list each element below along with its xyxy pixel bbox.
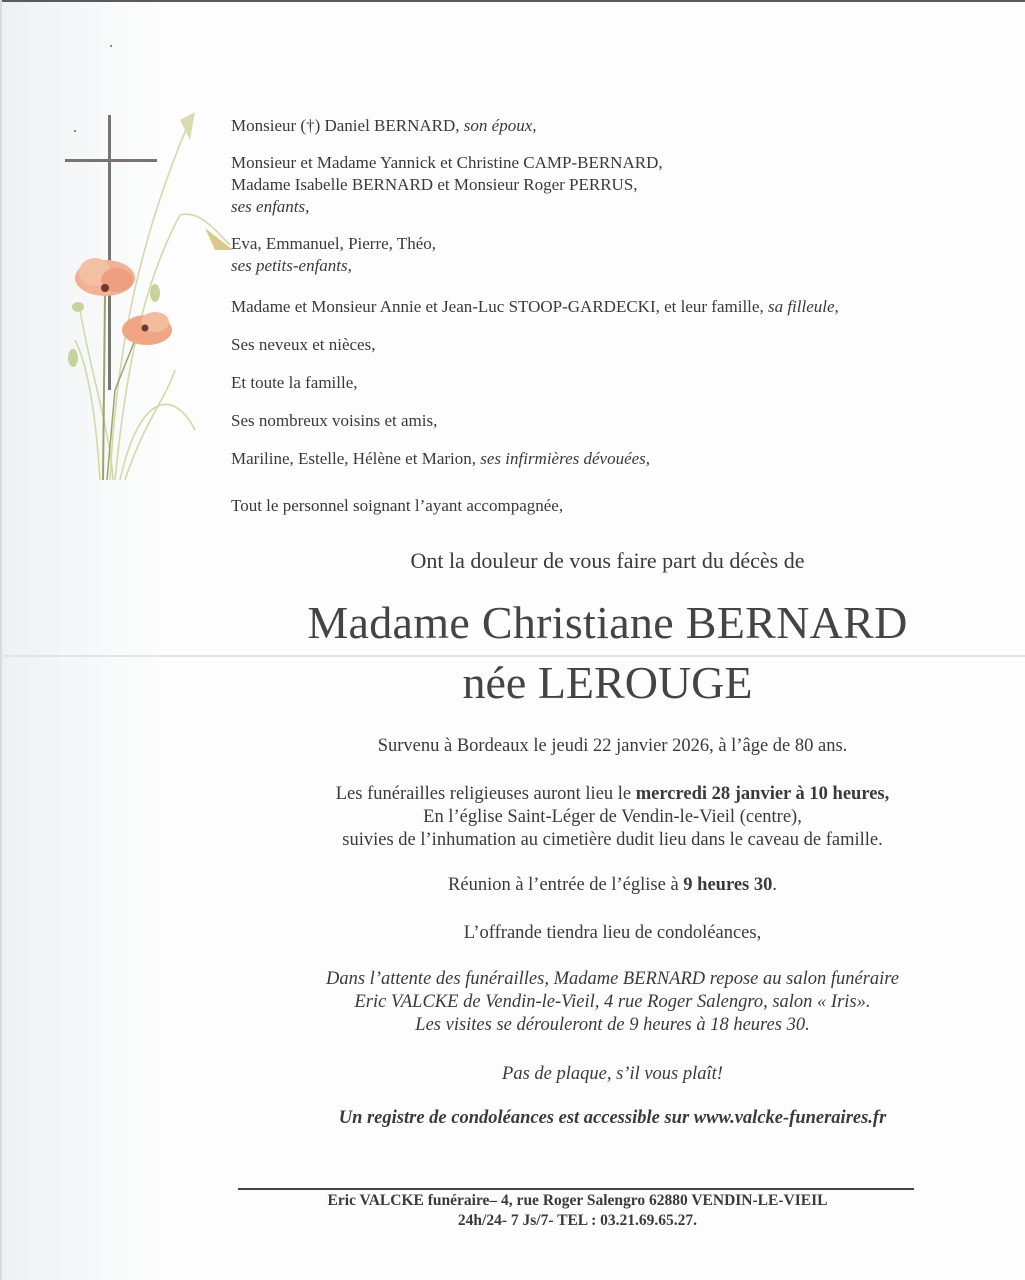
footer-phone: 24h/24- 7 Js/7- TEL : 03.21.69.65.27. [457,1212,698,1229]
no-plaque-line: Pas de plaque, s’il vous plaît! [502,1064,723,1084]
footer-divider [238,1188,914,1190]
poppy-bud-icon [72,302,84,312]
children-block [231,152,663,218]
funeral-home-footer [65,1191,1025,1231]
wheat-ear-icon [205,228,233,250]
children-role: ses enfants, [231,197,310,216]
grandchildren-role: ses petits-enfants, [231,256,352,275]
children-line-2: Madame Isabelle BERNARD et Monsieur Roger PERRUS, [231,175,638,194]
neighbors-line: Ses nombreux voisins et amis, [231,411,438,430]
offering-line: L’offrande tiendra lieu de condoléances, [463,923,762,943]
meeting-time: 9 heures 30 [683,875,773,895]
spouse-line: Monsieur (†) Daniel BERNARD, son époux, [231,116,537,135]
registry-link[interactable]: www.valcke-funeraires.fr [693,1108,887,1128]
deceased-name: Madame Christiane BERNARD [307,597,908,648]
meeting-info: Réunion à l’entrée de l’église à 9 heures 30. [448,875,777,895]
staff-line: Tout le personnel soignant l’ayant accompagnée, [231,496,564,515]
grandchildren-names: Eva, Emmanuel, Pierre, Théo, [231,234,437,253]
poppy-icon [75,258,135,296]
maiden-name: née LEROUGE [462,657,753,708]
footer-address: Eric VALCKE funéraire– 4, rue Roger Salengro 62880 VENDIN-LE-VIEIL [327,1192,828,1209]
scan-speck [110,45,112,47]
whole-family-line: Et toute la famille, [231,373,358,392]
funeral-info: Les funérailles religieuses auront lieu le mercredi 28 janvier à 10 heures, En l’église Saint-Léger de Vendin-le-Vieil (centre), suivies de l’inhumation au cimetière dudit lieu dans le caveau de famille. [100,783,1025,852]
children-line-1: Monsieur et Madame Yannick et Christine CAMP-BERNARD, [231,153,663,172]
scan-edge [0,0,1025,2]
nurses-line: Mariline, Estelle, Hélène et Marion, ses infirmières dévouées, [231,449,651,468]
death-info: Survenu à Bordeaux le jeudi 22 janvier 2026, à l’âge de 80 ans. [377,736,848,756]
poppy-bud-icon [68,349,78,367]
page-edge [0,0,2,1280]
cross-icon [108,115,111,390]
burial-line: suivies de l’inhumation au cimetière dudit lieu dans le caveau de famille. [342,830,883,850]
grandchildren-block [231,233,436,277]
announcement-intro: Ont la douleur de vous faire part du décès de [410,548,805,573]
funeral-date: mercredi 28 janvier à 10 heures, [635,784,890,804]
goddaughter-line: Madame et Monsieur Annie et Jean-Luc STOOP-GARDECKI, et leur famille, sa filleule, [231,297,839,316]
nephews-line: Ses neveux et nièces, [231,335,376,354]
cross-poppy-illustration [55,100,245,500]
wheat-ear-icon [180,112,195,140]
registry-line: Un registre de condoléances est accessible sur www.valcke-funeraires.fr [338,1108,887,1128]
poppy-bud-icon [150,284,160,302]
rest-info: Dans l’attente des funérailles, Madame BERNARD repose au salon funéraire Eric VALCKE de Vendin-le-Vieil, 4 rue Roger Salengro, salon « Iris». Les visites se dérouleront de 9 heures à 18 heures 30. [325,969,900,1035]
church-line: En l’église Saint-Léger de Vendin-le-Vieil (centre), [423,807,802,827]
